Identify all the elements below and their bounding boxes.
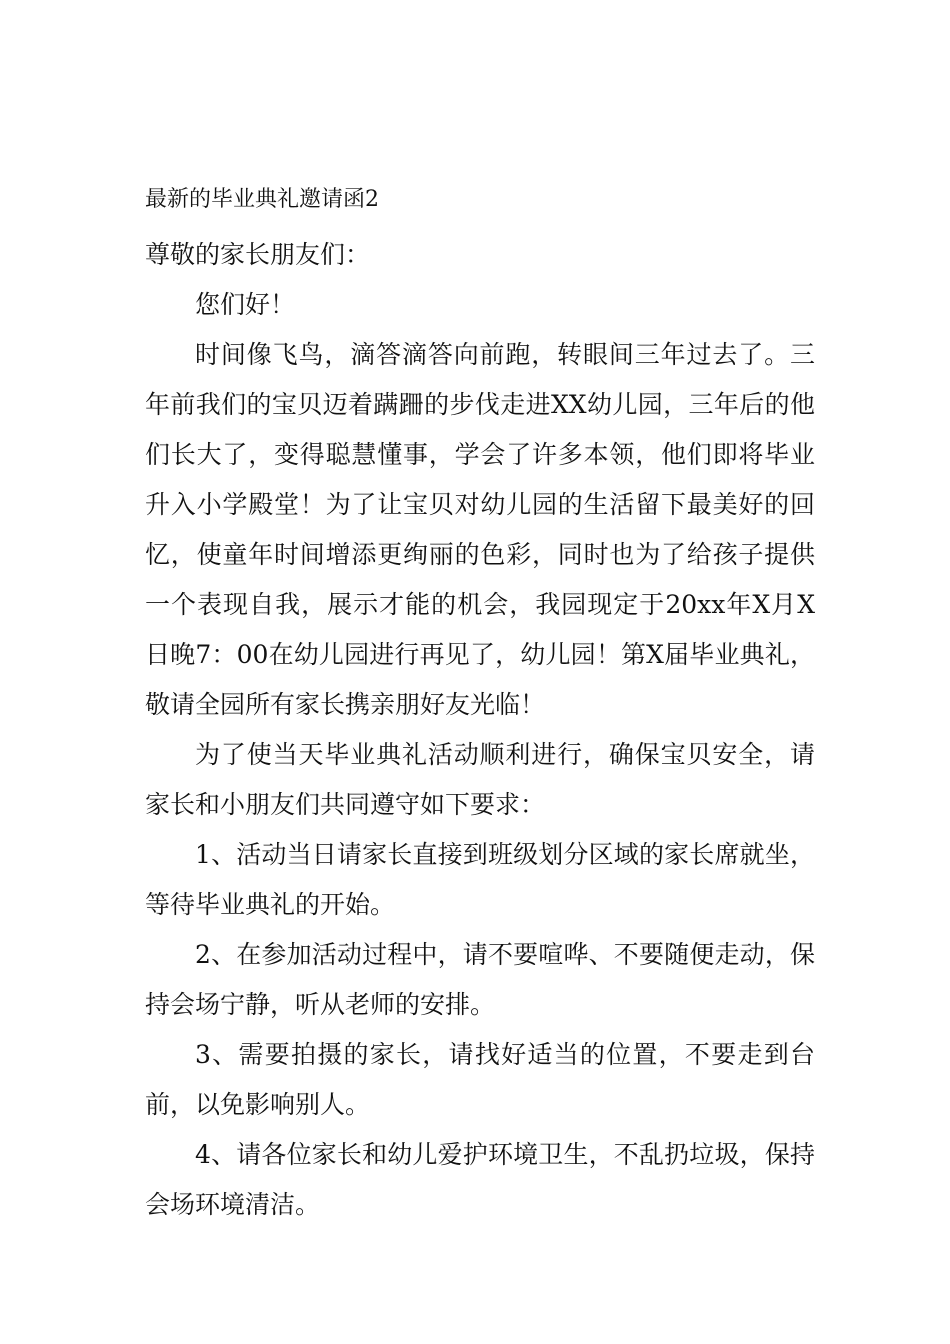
paragraph-requirements-intro: 为了使当天毕业典礼活动顺利进行，确保宝贝安全，请家长和小朋友们共同遵守如下要求： [145,740,815,819]
document-title: 最新的毕业典礼邀请函2 [145,187,379,212]
salutation: 尊敬的家长朋友们： [145,240,371,269]
rule-item-3: 3、需要拍摄的家长，请找好适当的位置，不要走到台前，以免影响别人。 [145,1040,815,1119]
rule-item-2: 2、在参加活动过程中，请不要喧哗、不要随便走动，保持会场宁静，听从老师的安排。 [145,940,815,1019]
paragraph-invitation: 时间像飞鸟，滴答滴答向前跑，转眼间三年过去了。三年前我们的宝贝迈着蹒跚的步伐走进XX幼儿园，三年后的他们长大了，变得聪慧懂事，学会了许多本领，他们即将毕业升入小学殿堂！为了让宝贝对幼儿园的生活留下最美好的回忆，使童年时间增添更绚丽的色彩，同时也为了给孩子提供一个表现自我，展示才能的机会，我园现定于20xx年X月X日晚7：00在幼儿园进行再见了，幼儿园！第X届毕业典礼，敬请全园所有家长携亲朋好友光临！ [145,340,815,719]
rule-item-4: 4、请各位家长和幼儿爱护环境卫生，不乱扔垃圾，保持会场环境清洁。 [145,1140,815,1219]
rule-item-1: 1、活动当日请家长直接到班级划分区域的家长席就坐，等待毕业典礼的开始。 [145,840,815,919]
document-body [145,230,815,1230]
greeting: 您们好！ [195,290,296,319]
